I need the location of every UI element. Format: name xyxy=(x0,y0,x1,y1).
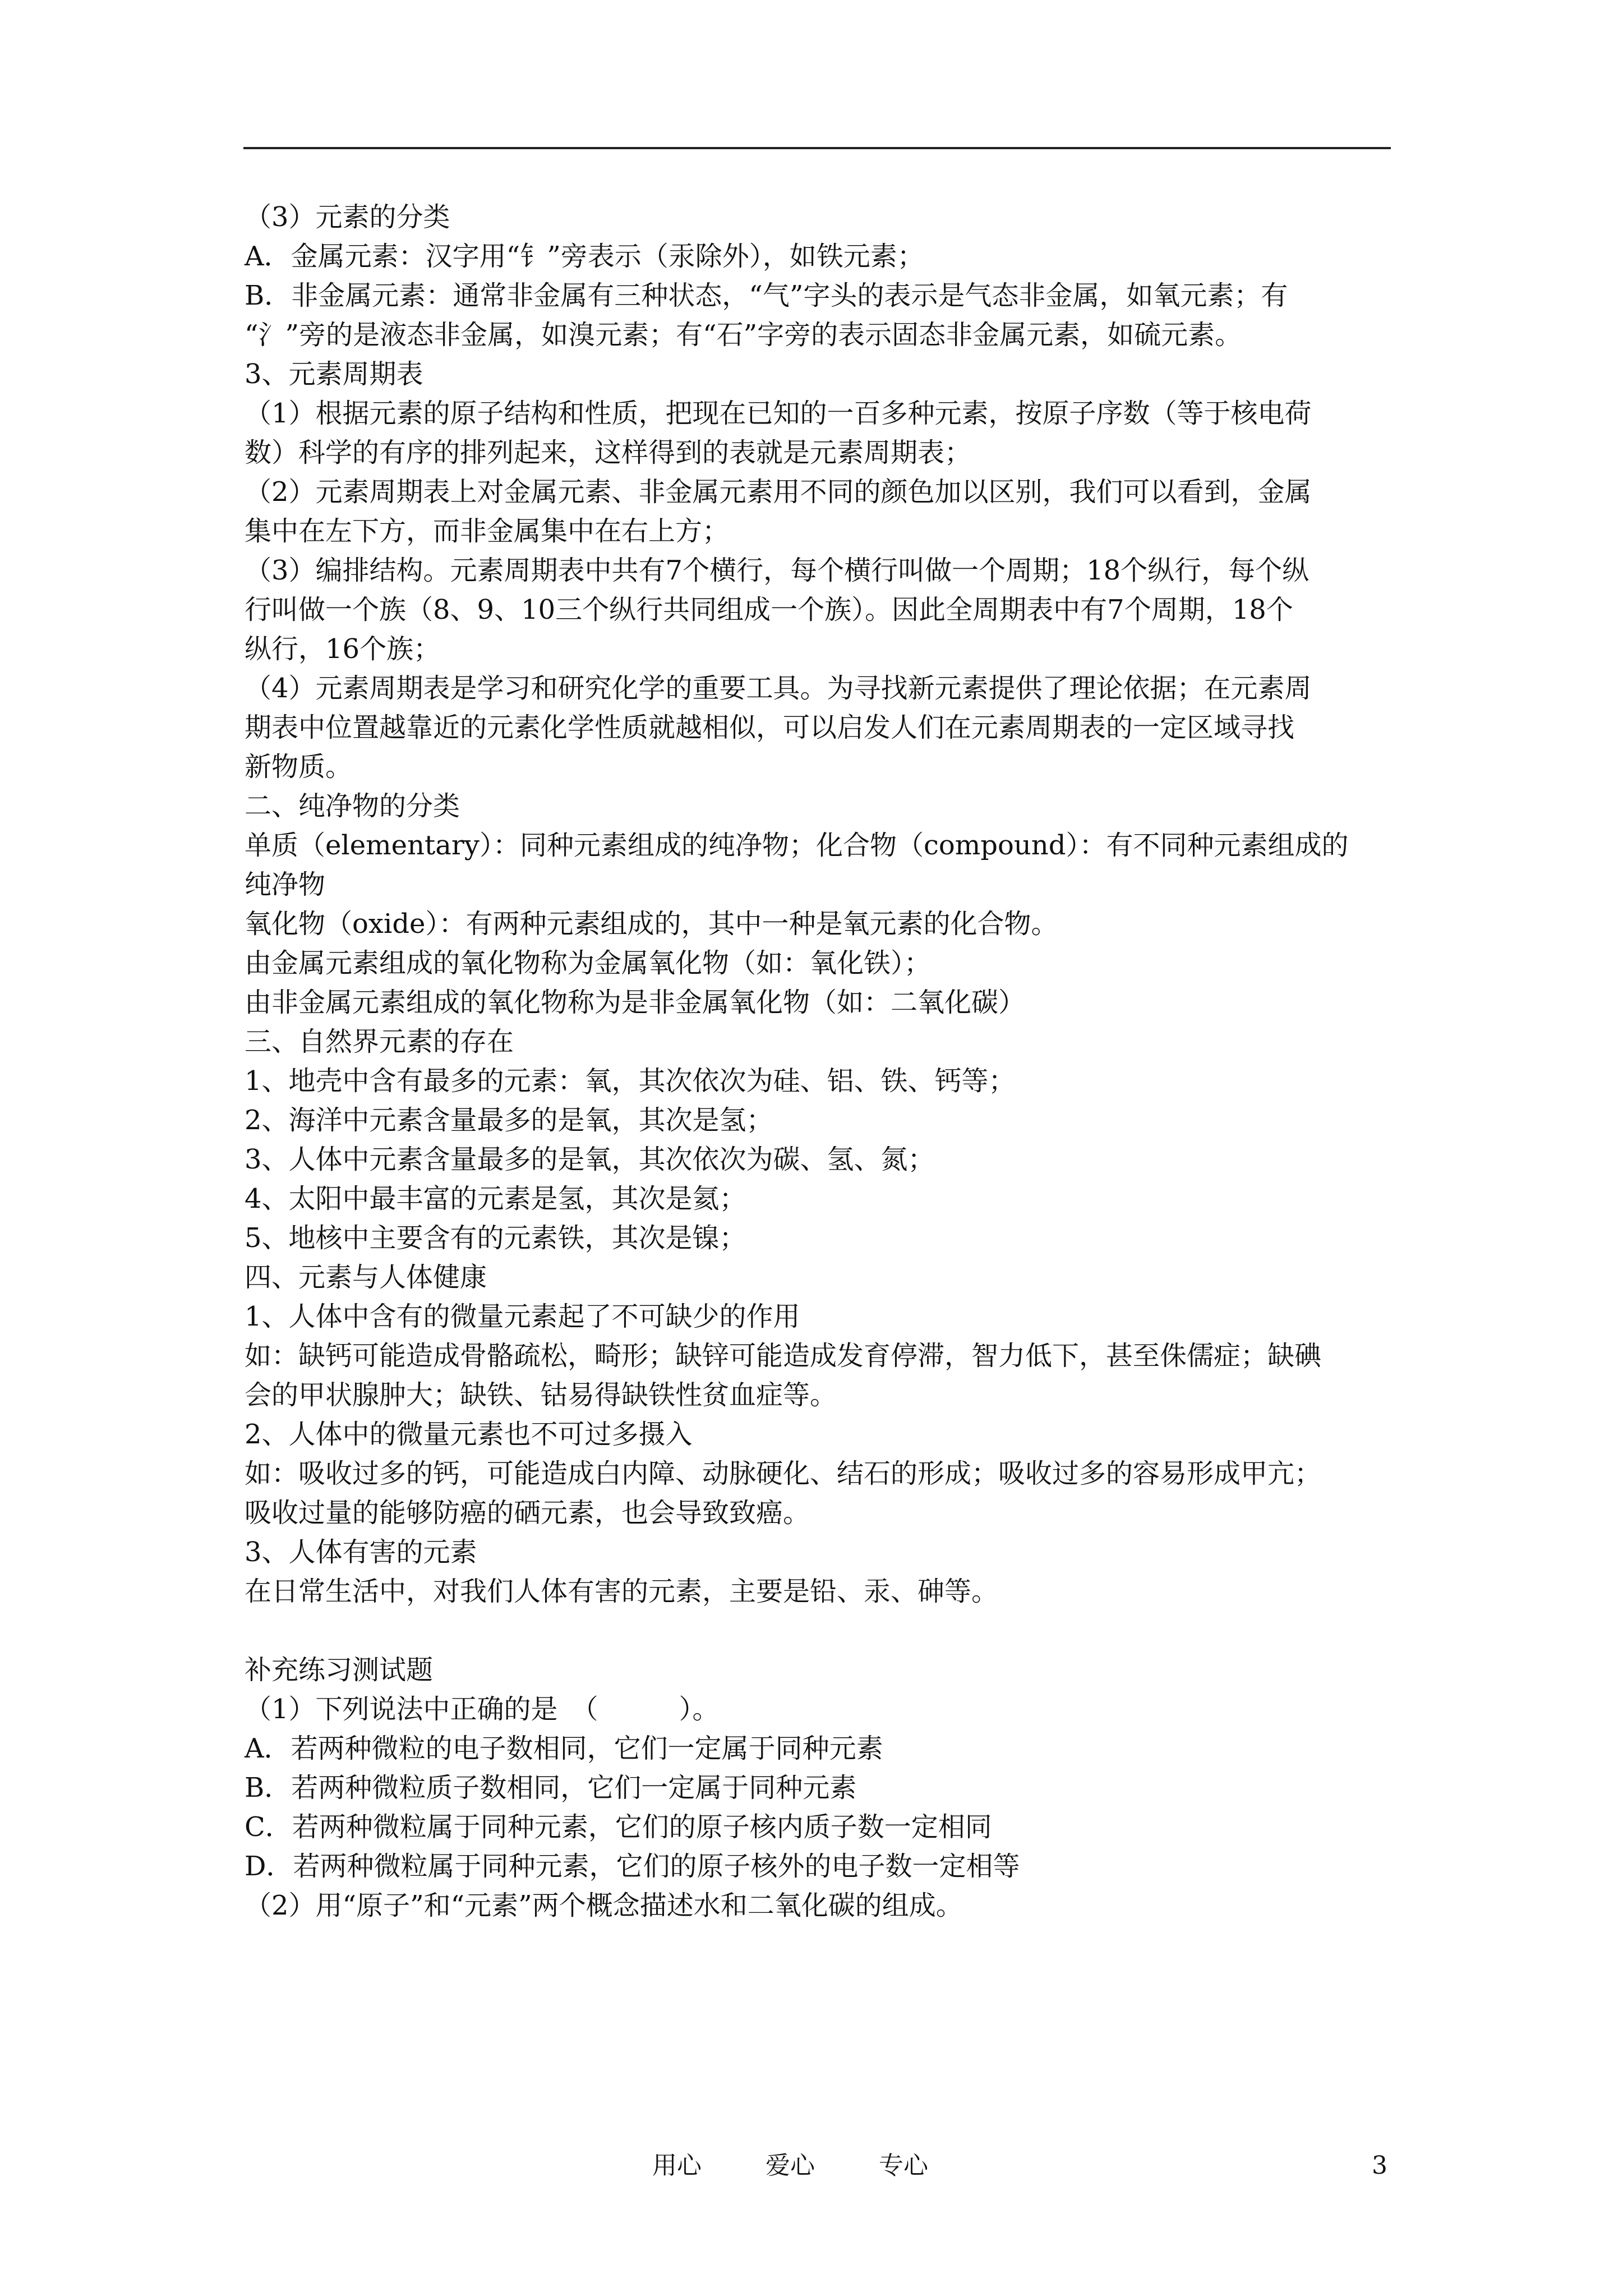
text-line: 氧化物（oxide）：有两种元素组成的，其中一种是氧元素的化合物。 xyxy=(245,908,1058,940)
text-line: 5、地核中主要含有的元素铁，其次是镍； xyxy=(245,1222,746,1254)
exercise-option: B．若两种微粒质子数相同，它们一定属于同种元素 xyxy=(245,1772,857,1803)
text-line: （4）元素周期表是学习和研究化学的重要工具。为寻找新元素提供了理论依据；在元素周 xyxy=(245,673,1312,704)
text-line: 集中在左下方，而非金属集中在右上方； xyxy=(245,516,730,547)
text-line: 3、人体有害的元素 xyxy=(245,1536,477,1568)
header-rule xyxy=(243,147,1391,149)
page-body xyxy=(245,197,1391,1925)
text-line: （2）元素周期表上对金属元素、非金属元素用不同的颜色加以区别，我们可以看到，金属 xyxy=(245,476,1312,508)
exercise-question: （1）下列说法中正确的是 （ ）。 xyxy=(245,1694,720,1725)
text-line: （3）元素的分类 xyxy=(245,201,450,233)
text-line: 数）科学的有序的排列起来，这样得到的表就是元素周期表； xyxy=(245,437,972,468)
text-line: 如：吸收过多的钙，可能造成白内障、动脉硬化、结石的形成；吸收过多的容易形成甲亢； xyxy=(245,1458,1322,1489)
page-footer xyxy=(0,2146,1623,2185)
exercise-option: A．若两种微粒的电子数相同，它们一定属于同种元素 xyxy=(245,1733,883,1764)
blank-line xyxy=(245,1611,1391,1650)
text-line: 1、地壳中含有最多的元素：氧，其次依次为硅、铝、铁、钙等； xyxy=(245,1065,1016,1097)
text-line: 1、人体中含有的微量元素起了不可缺少的作用 xyxy=(245,1301,800,1332)
section-heading: 四、元素与人体健康 xyxy=(245,1262,487,1293)
text-line: 3、人体中元素含量最多的是氧，其次依次为碳、氢、氮； xyxy=(245,1144,935,1175)
text-line: （1）根据元素的原子结构和性质，把现在已知的一百多种元素，按原子序数（等于核电荷 xyxy=(245,398,1312,429)
text-line: 单质（elementary）：同种元素组成的纯净物；化合物（compound）：有不同种元素组成的 xyxy=(245,830,1349,861)
text-line: 由非金属元素组成的氧化物称为是非金属氧化物（如：二氧化碳） xyxy=(245,987,1026,1018)
text-line: 2、海洋中元素含量最多的是氧，其次是氢； xyxy=(245,1105,773,1136)
text-line: （3）编排结构。元素周期表中共有7个横行，每个横行叫做一个周期；18个纵行，每个纵 xyxy=(245,555,1310,586)
text-line: 吸收过量的能够防癌的硒元素，也会导致致癌。 xyxy=(245,1497,810,1529)
text-line: 行叫做一个族（8、9、10三个纵行共同组成一个族）。因此全周期表中有7个周期，18个 xyxy=(245,594,1293,625)
text-line: “氵”旁的是液态非金属，如溴元素；有“石”字旁的表示固态非金属元素，如硫元素。 xyxy=(245,319,1242,351)
text-line: 在日常生活中，对我们人体有害的元素，主要是铅、汞、砷等。 xyxy=(245,1576,999,1607)
text-line: 纵行，16个族； xyxy=(245,633,441,665)
text-line: 4、太阳中最丰富的元素是氢，其次是氦； xyxy=(245,1183,746,1214)
text-line: A．金属元素：汉字用“钅”旁表示（汞除外），如铁元素； xyxy=(245,241,924,272)
page-number: 3 xyxy=(1372,2151,1387,2180)
footer-motto: 用心 爱心 专心 xyxy=(652,2151,928,2180)
text-line: 期表中位置越靠近的元素化学性质就越相似，可以启发人们在元素周期表的一定区域寻找 xyxy=(245,712,1295,743)
section-heading: 二、纯净物的分类 xyxy=(245,790,460,822)
text-line: B．非金属元素：通常非金属有三种状态，“气”字头的表示是气态非金属，如氧元素；有 xyxy=(245,280,1288,311)
text-line: 2、人体中的微量元素也不可过多摄入 xyxy=(245,1419,693,1450)
section-heading: 3、元素周期表 xyxy=(245,358,423,390)
text-line: 由金属元素组成的氧化物称为金属氧化物（如：氧化铁）； xyxy=(245,947,932,979)
text-line: 新物质。 xyxy=(245,751,353,783)
text-line: 纯净物 xyxy=(245,869,326,900)
text-line: 如：缺钙可能造成骨骼疏松，畸形；缺锌可能造成发育停滞，智力低下，甚至侏儒症；缺碘 xyxy=(245,1340,1322,1372)
exercise-option: D．若两种微粒属于同种元素，它们的原子核外的电子数一定相等 xyxy=(245,1851,1020,1882)
exercise-option: C．若两种微粒属于同种元素，它们的原子核内质子数一定相同 xyxy=(245,1811,992,1843)
exercise-title: 补充练习测试题 xyxy=(245,1654,434,1686)
section-heading: 三、自然界元素的存在 xyxy=(245,1026,514,1057)
text-line: 会的甲状腺肿大；缺铁、钴易得缺铁性贫血症等。 xyxy=(245,1379,837,1411)
exercise-question: （2）用“原子”和“元素”两个概念描述水和二氧化碳的组成。 xyxy=(245,1890,963,1921)
